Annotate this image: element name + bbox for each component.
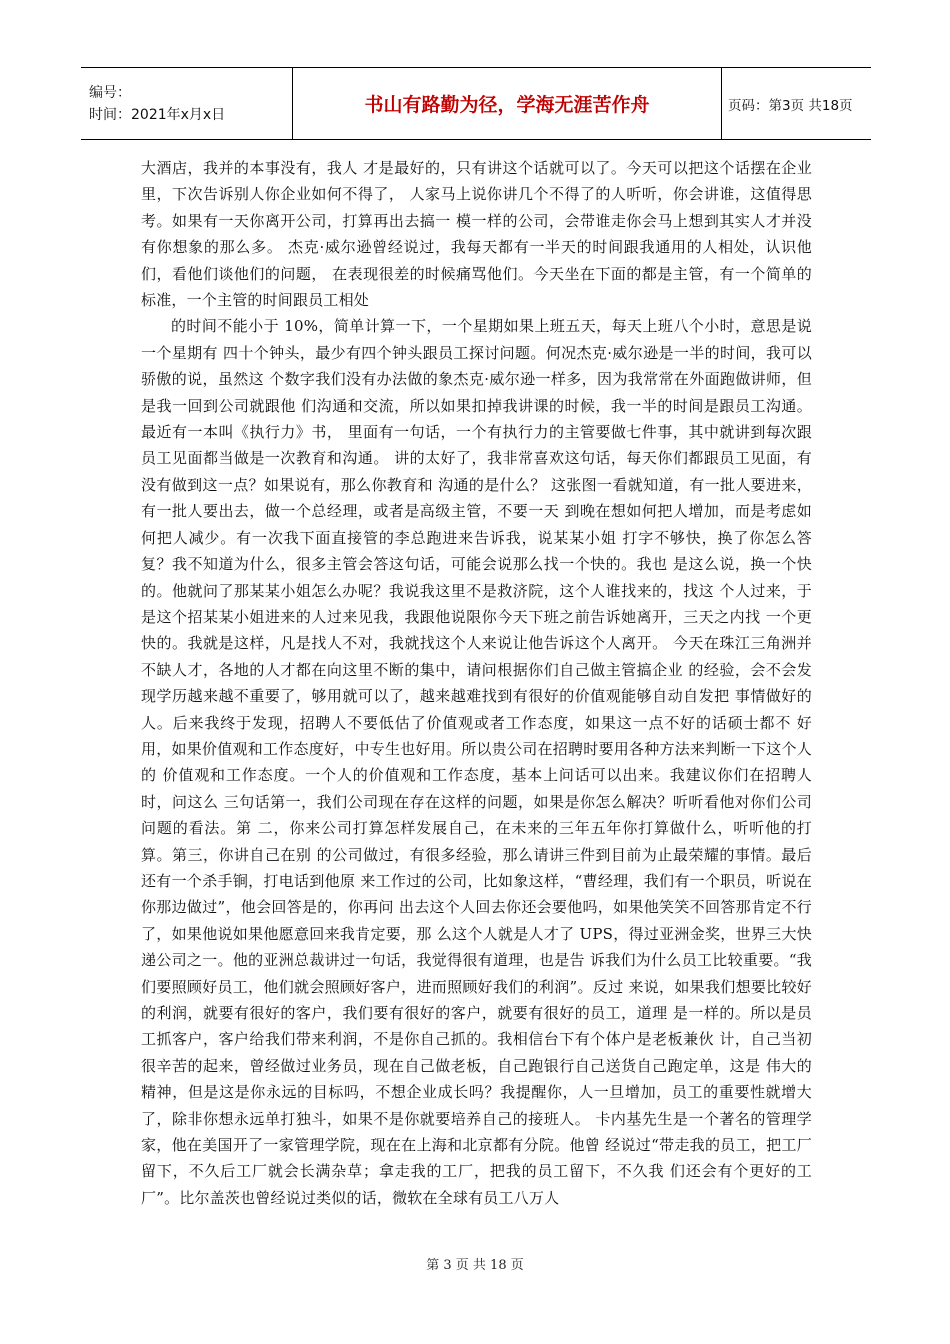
header-page-info: 页码：第3页 共18页 xyxy=(728,97,853,114)
header-motto: 书山有路勤为径，学海无涯苦作舟 xyxy=(293,68,722,139)
document-date: 时间：2021年x月x日 xyxy=(89,106,226,123)
document-number-label: 编号： xyxy=(89,84,131,101)
page-footer: 第 3 页 共 18 页 xyxy=(426,1258,524,1273)
header-meta xyxy=(81,68,293,139)
body-paragraph: 的时间不能小于 10%，简单计算一下，一个星期如果上班五天，每天上班八个小时，意思是说一个星期有 四十个钟头，最少有四个钟头跟员工探讨问题。何况杰克·威尔逊是一半的时间，我可以骄傲的说，虽然这 个数字我们没有办法做的象杰克·威尔逊一样多，因为我常常在外面跑做讲师，但是我一回到公司就跟他 们沟通和交流，所以如果扣掉我讲课的时候，我一半的时间是跟员工沟通。最近有一本叫《执行力》书， 里面有一句话，一个有执行力的主管要做七件事，其中就讲到每次跟员工见面都当做是一次教育和沟通。 讲的太好了，我非常喜欢这句话，每天你们都跟员工见面，有没有做到这一点？如果说有，那么你教育和 沟通的是什么？ 这张图一看就知道，有一批人要进来，有一批人要出去，做一个总经理，或者是高级主管，不要一天 到晚在想如何把人增加，而是考虑如何把人减少。有一次我下面直接管的李总跑进来告诉我，说某某小姐 打字不够快，换了你怎么答复？我不知道为什么，很多主管会答这句话，可能会说那么找一个快的。我也 是这么说，换一个快的。他就问了那某某小姐怎么办呢？我说我这里不是救济院，这个人谁找来的，找这 个人过来，于是这个招某某小姐进来的人过来见我，我跟他说限你今天下班之前告诉她离开，三天之内找 一个更快的。我就是这样，凡是找人不对，我就找这个人来说让他告诉这个人离开。 今天在珠江三角洲并不缺人才，各地的人才都在向这里不断的集中，请问根据你们自己做主管搞企业 的经验，会不会发现学历越来越不重要了，够用就可以了，越来越难找到有很好的价值观能够自动自发把 事情做好的人。后来我终于发现，招聘人不要低估了价值观或者工作态度，如果这一点不好的话硕士都不 好用，如果价值观和工作态度好，中专生也好用。所以贵公司在招聘时要用各种方法来判断一下这个人的 价值观和工作态度。一个人的价值观和工作态度，基本上问话可以出来。我建议你们在招聘人时，问这么 三句话第一，我们公司现在存在这样的问题，如果是你怎么解决？听听看他对你们公司问题的看法。第 二，你来公司打算怎样发展自己，在未来的三年五年你打算做什么，听听他的打算。第三，你讲自己在别 的公司做过，有很多经验，那么请讲三件到目前为止最荣耀的事情。最后还有一个杀手锏，打电话到他原 来工作过的公司，比如象这样，“曹经理，我们有一个职员，听说在你那边做过”，他会回答是的，你再问 出去这个人回去你还会要他吗，如果他笑笑不回答那肯定不行了，如果他说如果他愿意回来我肯定要，那 么这个人就是人才了 UPS，得过亚洲金奖，世界三大快递公司之一。他的亚洲总裁讲过一句话，我觉得很有道理，也是告 诉我们为什么员工比较重要。“我们要照顾好员工，他们就会照顾好客户，进而照顾好我们的利润”。反过 来说，如果我们想要比较好的利润，就要有很好的客户，我们要有很好的客户，就要有很好的员工，道理 是一样的。所以是员工抓客户，客户给我们带来利润，不是你自己抓的。我相信台下有个体户是老板兼伙 计，自己当初很辛苦的起来，曾经做过业务员，现在自己做老板，自己跑银行自己送货自己跑定单，这是 伟大的精神，但是这是你永远的目标吗，不想企业成长吗？我提醒你，人一旦增加，员工的重要性就增大了，除非你想永远单打独斗，如果不是你就要培养自己的接班人。 卡内基先生是一个著名的管理学家，他在美国开了一家管理学院，现在在上海和北京都有分院。他曾 经说过“带走我的员工，把工厂留下，不久后工厂就会长满杂草；拿走我的工厂，把我的员工留下，不久我 们还会有个更好的工厂”。比尔盖茨也曾经说过类似的话，微软在全球有员工八万人 xyxy=(141,317,812,1207)
page-header xyxy=(81,67,871,140)
body-paragraph: 大酒店，我并的本事没有，我人 才是最好的，只有讲这个话就可以了。今天可以把这个话摆在企业里，下次告诉别人你企业如何不得了， 人家马上说你讲几个不得了的人听听，你会讲谁，这值得思考。如果有一天你离开公司，打算再出去搞一 模一样的公司，会带谁走你会马上想到其实人才并没有你想象的那么多。 杰克·威尔逊曾经说过，我每天都有一半天的时间跟我通用的人相处，认识他们，看他们谈他们的问题， 在表现很差的时候痛骂他们。今天坐在下面的都是主管，有一个简单的标准，一个主管的时间跟员工相处 xyxy=(141,159,812,310)
document-body xyxy=(141,155,812,1211)
